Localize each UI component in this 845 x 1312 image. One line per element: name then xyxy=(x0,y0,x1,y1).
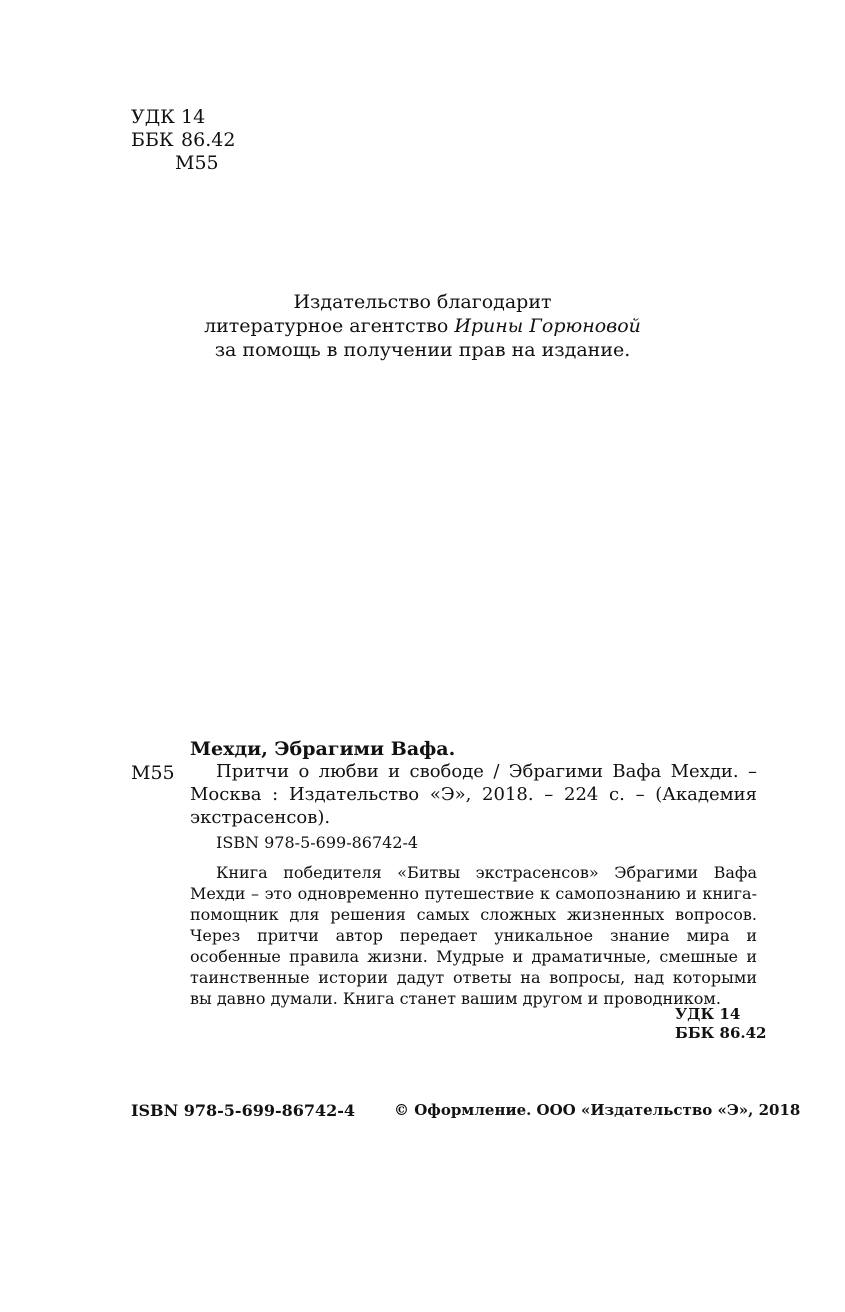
acknowledgement xyxy=(0,290,845,362)
ack-line-1: Издательство благодарит xyxy=(293,291,552,313)
author-code-row xyxy=(131,152,235,175)
entry-isbn: ISBN 978-5-699-86742-4 xyxy=(216,833,419,852)
author-code: М55 xyxy=(175,152,219,174)
udk-row xyxy=(131,106,235,129)
entry-bbk: ББК 86.42 xyxy=(675,1024,767,1042)
entry-classification xyxy=(675,1005,766,1043)
udk-label: УДК xyxy=(131,106,175,128)
udk-value: 14 xyxy=(181,106,206,128)
entry-author-code: М55 xyxy=(131,762,175,784)
description-text: Притчи о любви и свободе / Эбрагими Вафа Мехди. – Москва : Издательство «Э», 2018. – 224 с. – (Академия экстрасенсов). xyxy=(190,761,757,828)
annotation-text: Книга победителя «Битвы экстрасенсов» Эбрагими Вафа Мехди – это одновременно путешествие к самопознанию и книга-помощник для решения самых сложных жизненных вопросов. Через притчи автор передает уникальное знание мира и особенные правила жизни. Мудрые и драматичные, смешные и таинственные истории дадут ответы на вопросы, над которыми вы давно думали. Книга станет вашим другом и проводником. xyxy=(190,863,757,1008)
ack-line-3: за помощь в получении прав на издание. xyxy=(214,339,631,361)
bibliographic-description xyxy=(190,760,757,829)
footer-isbn: ISBN 978-5-699-86742-4 xyxy=(131,1101,356,1120)
agency-name: Ирины Горюновой xyxy=(454,315,641,337)
classification-block xyxy=(131,106,235,175)
bbk-row xyxy=(131,129,235,152)
footer-copyright: © Оформление. ООО «Издательство «Э», 2018 xyxy=(394,1101,801,1119)
bbk-label: ББК xyxy=(131,129,174,151)
ack-line-2-prefix: литературное агентство xyxy=(204,315,455,337)
annotation xyxy=(190,862,757,1009)
ack-line-2 xyxy=(0,314,845,338)
author-heading: Мехди, Эбрагими Вафа. xyxy=(190,738,456,760)
bbk-value: 86.42 xyxy=(181,129,236,151)
entry-udk: УДК 14 xyxy=(675,1005,741,1023)
